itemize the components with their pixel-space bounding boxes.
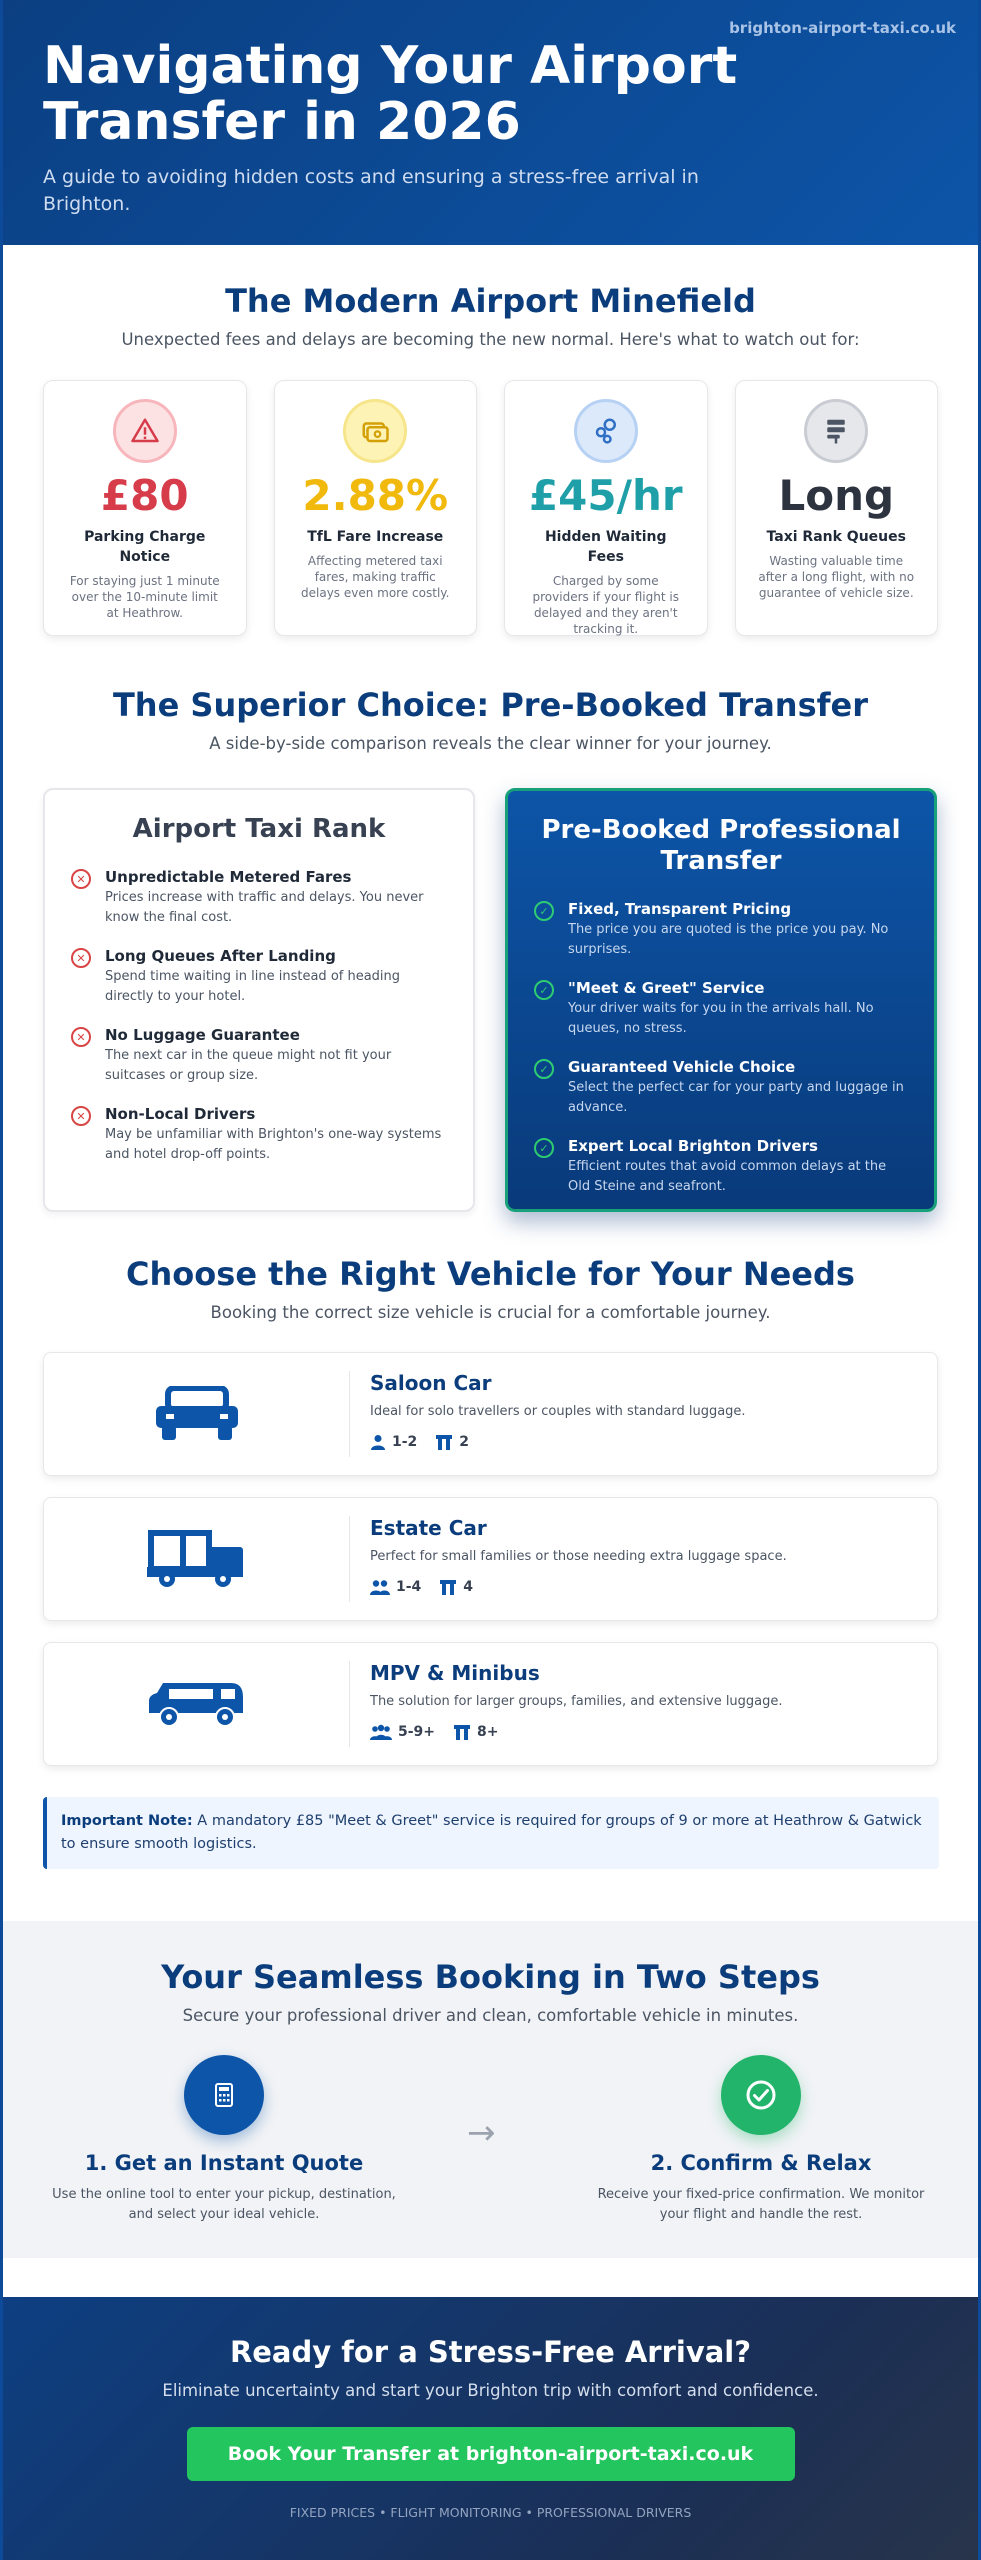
- money-icon: [343, 399, 407, 463]
- vehicle-description: The solution for larger groups, families, and extensive luggage.: [370, 1694, 783, 1709]
- stat-description: For staying just 1 minute over the 10-minute limit at Heathrow.: [69, 574, 220, 620]
- queue-icon: [804, 399, 868, 463]
- check-icon: ✓: [534, 1059, 554, 1079]
- luggage-count: 8+: [477, 1724, 499, 1740]
- steps-row: [3, 2055, 978, 2255]
- stat-description: Charged by some providers if your flight is delayed and they aren't tracking it.: [532, 574, 679, 636]
- comparison-section: [3, 686, 978, 1212]
- arrow-right-icon: →: [467, 2113, 496, 2153]
- passenger-count: 1-4: [396, 1579, 422, 1595]
- cta-title: Ready for a Stress-Free Arrival?: [229, 2335, 752, 2369]
- list-item: [71, 946, 447, 1007]
- site-url[interactable]: brighton-airport-taxi.co.uk: [729, 19, 956, 37]
- item-text: Select the perfect car for your party and luggage in advance.: [568, 1080, 904, 1115]
- calculator-icon: [184, 2055, 264, 2135]
- pre-booked-list: [534, 899, 908, 1197]
- item-text: The next car in the queue might not fit your suitcases or group size.: [105, 1048, 392, 1083]
- vehicle-card-saloon[interactable]: [43, 1352, 938, 1476]
- stat-description: Affecting metered taxi fares, making traffic delays even more costly.: [301, 554, 450, 600]
- list-item: [534, 1057, 908, 1118]
- cta-footer-text: FIXED PRICES • FLIGHT MONITORING • PROFESSIONAL DRIVERS: [289, 2505, 692, 2520]
- vehicle-capacity: [370, 1579, 787, 1595]
- item-text: May be unfamiliar with Brighton's one-way systems and hotel drop-off points.: [105, 1127, 442, 1162]
- list-item: [534, 899, 908, 960]
- booking-steps-section: [3, 1921, 978, 2258]
- check-icon: ✓: [534, 980, 554, 1000]
- item-heading: "Meet & Greet" Service: [568, 979, 765, 997]
- check-icon: ✓: [534, 1138, 554, 1158]
- page-title: Navigating Your Airport Transfer in 2026: [43, 36, 738, 152]
- item-heading: Fixed, Transparent Pricing: [568, 900, 792, 918]
- list-item: [71, 1104, 447, 1165]
- passenger-count: 5-9+: [398, 1724, 436, 1740]
- comparison-cards: [3, 788, 978, 1212]
- pre-booked-card: [505, 788, 937, 1212]
- item-heading: Non-Local Drivers: [105, 1105, 256, 1123]
- people-icon: [370, 1579, 390, 1595]
- comparison-subtitle: A side-by-side comparison reveals the clear winner for your journey.: [209, 734, 772, 753]
- person-icon: [370, 1434, 386, 1450]
- vehicle-name: Estate Car: [370, 1516, 487, 1540]
- hero-header: [3, 0, 978, 245]
- stat-value: Long: [778, 471, 895, 520]
- list-item: [71, 867, 447, 928]
- steps-title: Your Seamless Booking in Two Steps: [161, 1958, 820, 1996]
- step-confirm: [576, 2055, 946, 2225]
- step-text: Use the online tool to enter your pickup, destination, and select your ideal vehicle.: [52, 2187, 396, 2222]
- luggage-count: 2: [459, 1434, 470, 1450]
- vehicle-picture: [44, 1516, 350, 1602]
- check-icon: ✓: [534, 901, 554, 921]
- page-subtitle: A guide to avoiding hidden costs and ensuring a stress-free arrival in Brighton.: [43, 166, 699, 215]
- list-item: [71, 1025, 447, 1086]
- luggage-icon: [453, 1724, 471, 1740]
- cross-icon: ✕: [71, 1106, 91, 1126]
- item-text: The price you are quoted is the price you pay. No surprises.: [568, 922, 889, 957]
- item-heading: Expert Local Brighton Drivers: [568, 1137, 818, 1155]
- stat-cards: [3, 380, 978, 636]
- minefield-section: [3, 282, 978, 636]
- stat-card-tfl: [274, 380, 478, 636]
- item-text: Spend time waiting in line instead of heading directly to your hotel.: [105, 969, 401, 1004]
- luggage-icon: [435, 1434, 453, 1450]
- taxi-rank-title: Airport Taxi Rank: [132, 814, 386, 844]
- item-heading: Unpredictable Metered Fares: [105, 868, 352, 886]
- stat-value: £80: [100, 471, 189, 520]
- vehicle-card-mpv[interactable]: [43, 1642, 938, 1766]
- saloon-car-icon: [154, 1386, 240, 1442]
- stat-description: Wasting valuable time after a long flight, with no guarantee of vehicle size.: [758, 554, 915, 600]
- passenger-count: 1-2: [392, 1434, 418, 1450]
- stat-value: 2.88%: [302, 471, 449, 520]
- clock-coins-icon: [574, 399, 638, 463]
- taxi-rank-card: [43, 788, 475, 1212]
- luggage-icon: [439, 1579, 457, 1595]
- warning-icon: [113, 399, 177, 463]
- vehicle-list: [3, 1352, 978, 1766]
- vehicle-name: Saloon Car: [370, 1371, 492, 1395]
- cross-icon: ✕: [71, 869, 91, 889]
- estate-car-icon: [147, 1529, 247, 1589]
- stat-card-waiting: [504, 380, 708, 636]
- stat-value: £45/hr: [528, 471, 683, 520]
- cross-icon: ✕: [71, 1027, 91, 1047]
- group-icon: [370, 1724, 392, 1740]
- item-text: Efficient routes that avoid common delays at the Old Steine and seafront.: [568, 1159, 887, 1194]
- stat-label: Hidden Waiting Fees: [544, 529, 667, 565]
- cross-icon: ✕: [71, 948, 91, 968]
- step-title: 2. Confirm & Relax: [650, 2151, 872, 2175]
- stat-card-queues: [735, 380, 939, 636]
- item-text: Your driver waits for you in the arrivals hall. No queues, no stress.: [568, 1001, 874, 1036]
- check-circle-icon: [721, 2055, 801, 2135]
- stat-card-parking: [43, 380, 247, 636]
- stat-label: Parking Charge Notice: [84, 529, 206, 565]
- taxi-rank-list: [71, 867, 447, 1165]
- comparison-title: The Superior Choice: Pre-Booked Transfer: [112, 686, 869, 724]
- minefield-title: The Modern Airport Minefield: [225, 282, 756, 320]
- vehicle-info: [350, 1643, 783, 1765]
- vehicle-info: [350, 1353, 746, 1475]
- vehicle-picture: [44, 1371, 350, 1457]
- stat-label: Taxi Rank Queues: [766, 529, 906, 545]
- vehicle-capacity: [370, 1434, 746, 1450]
- note-text: A mandatory £85 "Meet & Greet" service is required for groups of 9 or more at Heathrow & Gatwick to ensure smooth logistics.: [61, 1813, 922, 1852]
- important-note: [43, 1797, 939, 1869]
- vehicle-info: [350, 1498, 787, 1620]
- note-label: Important Note:: [61, 1813, 193, 1829]
- luggage-count: 4: [463, 1579, 474, 1595]
- item-heading: Long Queues After Landing: [105, 947, 336, 965]
- book-transfer-button[interactable]: Book Your Transfer at brighton-airport-taxi.co.uk: [187, 2427, 795, 2481]
- step-title: 1. Get an Instant Quote: [84, 2151, 364, 2175]
- list-item: [534, 1136, 908, 1197]
- list-item: [534, 978, 908, 1039]
- vehicle-description: Perfect for small families or those needing extra luggage space.: [370, 1549, 787, 1564]
- minefield-subtitle: Unexpected fees and delays are becoming the new normal. Here's what to watch out for:: [121, 330, 860, 349]
- step-quote: [39, 2055, 409, 2225]
- vehicles-subtitle: Booking the correct size vehicle is crucial for a comfortable journey.: [210, 1303, 771, 1322]
- vehicle-description: Ideal for solo travellers or couples with standard luggage.: [370, 1404, 746, 1419]
- minibus-icon: [147, 1679, 247, 1729]
- vehicle-picture: [44, 1661, 350, 1747]
- cta-subtitle: Eliminate uncertainty and start your Brighton trip with comfort and confidence.: [162, 2381, 819, 2400]
- vehicle-name: MPV & Minibus: [370, 1661, 540, 1685]
- item-heading: Guaranteed Vehicle Choice: [568, 1058, 796, 1076]
- item-text: Prices increase with traffic and delays. You never know the final cost.: [105, 890, 424, 925]
- vehicles-title: Choose the Right Vehicle for Your Needs: [126, 1255, 855, 1293]
- step-text: Receive your fixed-price confirmation. We monitor your flight and handle the rest.: [597, 2187, 925, 2222]
- steps-subtitle: Secure your professional driver and clean, comfortable vehicle in minutes.: [182, 2006, 799, 2025]
- item-heading: No Luggage Guarantee: [105, 1026, 300, 1044]
- vehicle-card-estate[interactable]: [43, 1497, 938, 1621]
- pre-booked-title: Pre-Booked Professional Transfer: [541, 815, 901, 876]
- vehicles-section: [3, 1255, 978, 1787]
- stat-label: TfL Fare Increase: [307, 529, 444, 545]
- vehicle-capacity: [370, 1724, 783, 1740]
- call-to-action-section: [3, 2297, 978, 2560]
